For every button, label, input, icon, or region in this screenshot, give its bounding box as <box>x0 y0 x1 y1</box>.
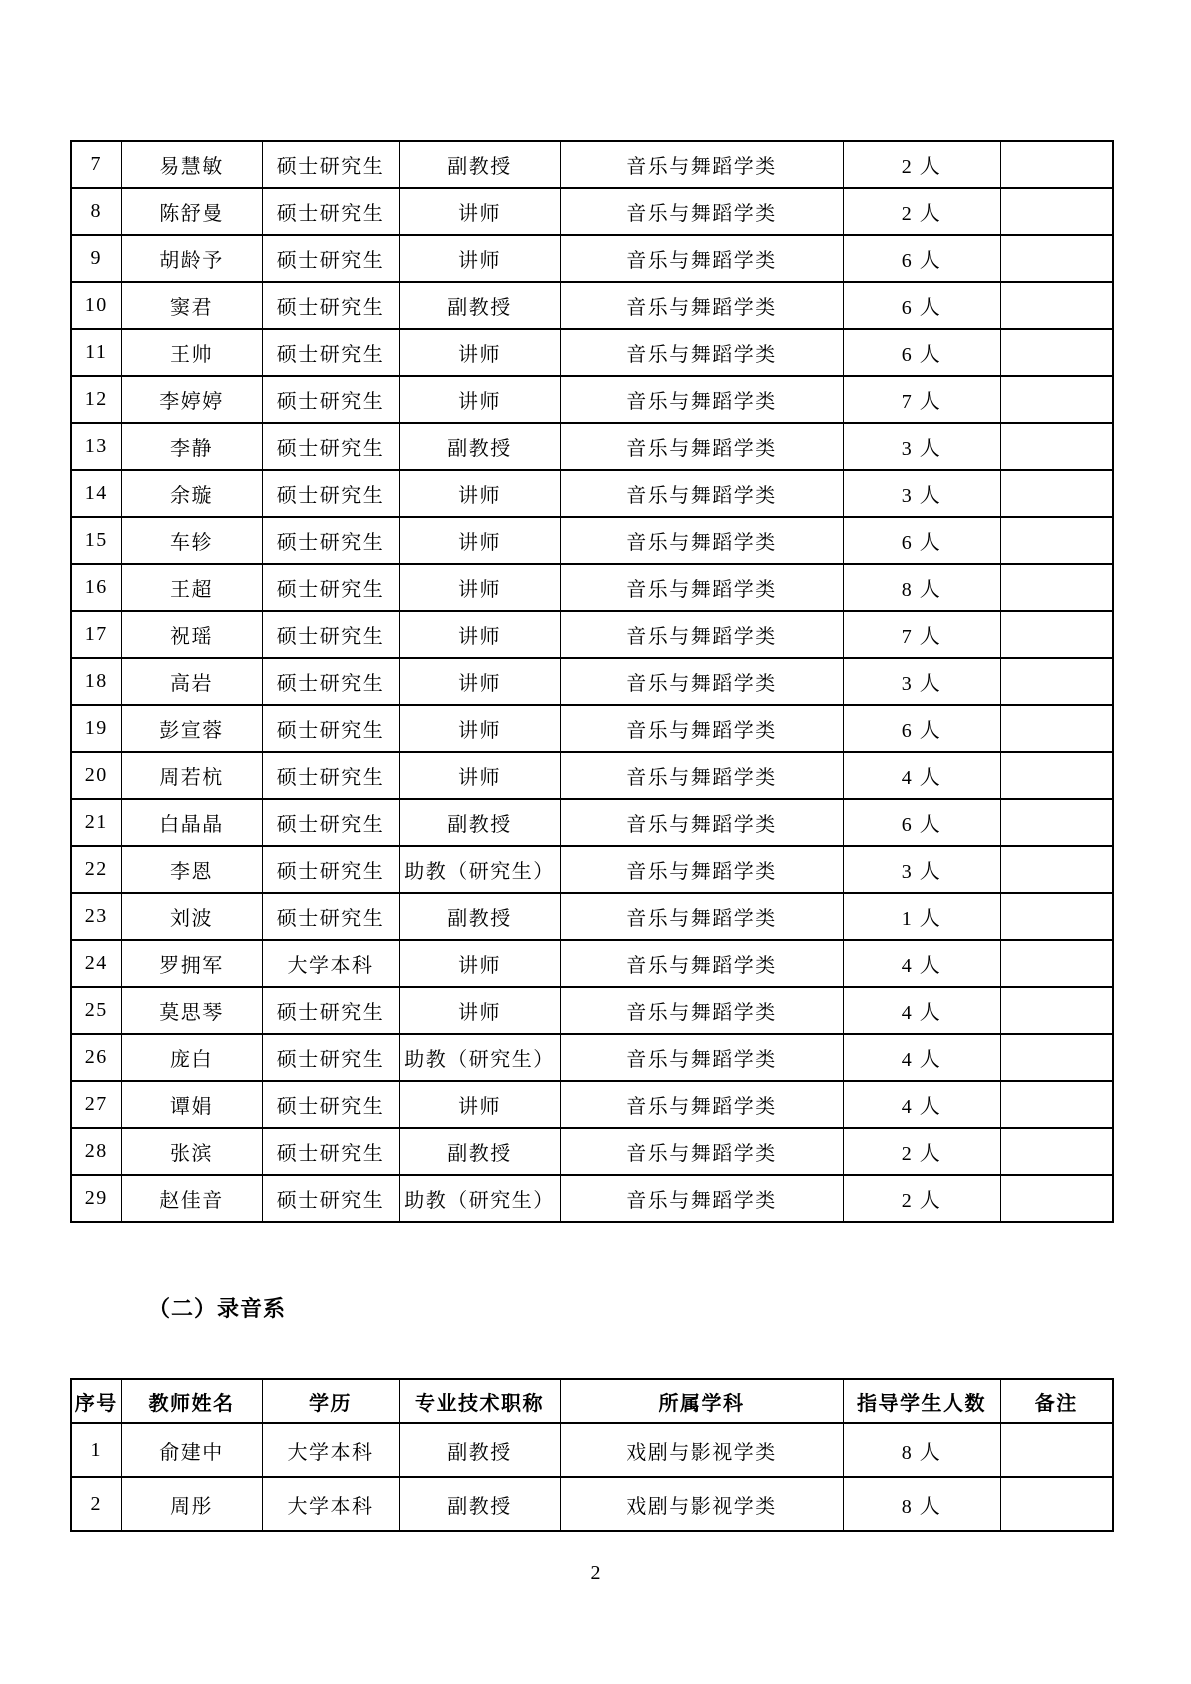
cell-name: 王超 <box>121 564 262 611</box>
cell-no: 23 <box>71 893 121 940</box>
cell-degree: 硕士研究生 <box>262 893 399 940</box>
table-row <box>71 423 1113 470</box>
cell-name: 莫思琴 <box>121 987 262 1034</box>
cell-students: 3 人 <box>843 846 1000 893</box>
cell-title: 讲师 <box>399 752 560 799</box>
cell-degree: 大学本科 <box>262 1477 399 1531</box>
cell-remark <box>1000 188 1113 235</box>
cell-name: 窦君 <box>121 282 262 329</box>
cell-discipline: 音乐与舞蹈学类 <box>560 423 843 470</box>
cell-title: 讲师 <box>399 564 560 611</box>
table-row <box>71 376 1113 423</box>
cell-discipline: 音乐与舞蹈学类 <box>560 282 843 329</box>
cell-discipline: 音乐与舞蹈学类 <box>560 705 843 752</box>
table-row <box>71 987 1113 1034</box>
cell-title: 讲师 <box>399 705 560 752</box>
cell-degree: 大学本科 <box>262 1423 399 1477</box>
cell-remark <box>1000 1423 1113 1477</box>
cell-degree: 硕士研究生 <box>262 987 399 1034</box>
cell-students: 4 人 <box>843 940 1000 987</box>
table-row <box>71 1477 1113 1531</box>
cell-title: 副教授 <box>399 423 560 470</box>
cell-discipline: 音乐与舞蹈学类 <box>560 940 843 987</box>
cell-remark <box>1000 1128 1113 1175</box>
cell-students: 3 人 <box>843 423 1000 470</box>
table-row <box>71 1034 1113 1081</box>
cell-name: 赵佳音 <box>121 1175 262 1222</box>
cell-discipline: 音乐与舞蹈学类 <box>560 470 843 517</box>
cell-title: 副教授 <box>399 1423 560 1477</box>
table-row <box>71 235 1113 282</box>
cell-title: 讲师 <box>399 987 560 1034</box>
cell-name: 俞建中 <box>121 1423 262 1477</box>
table-row <box>71 470 1113 517</box>
cell-discipline: 音乐与舞蹈学类 <box>560 1128 843 1175</box>
cell-remark <box>1000 658 1113 705</box>
cell-title: 讲师 <box>399 611 560 658</box>
cell-degree: 硕士研究生 <box>262 329 399 376</box>
cell-no: 13 <box>71 423 121 470</box>
cell-remark <box>1000 987 1113 1034</box>
cell-students: 7 人 <box>843 376 1000 423</box>
cell-discipline: 音乐与舞蹈学类 <box>560 517 843 564</box>
cell-discipline: 音乐与舞蹈学类 <box>560 893 843 940</box>
cell-name: 刘波 <box>121 893 262 940</box>
cell-title: 副教授 <box>399 799 560 846</box>
cell-title: 讲师 <box>399 329 560 376</box>
cell-no: 10 <box>71 282 121 329</box>
cell-degree: 硕士研究生 <box>262 1128 399 1175</box>
cell-degree: 硕士研究生 <box>262 611 399 658</box>
cell-name: 白晶晶 <box>121 799 262 846</box>
header-cell-name: 教师姓名 <box>121 1379 262 1423</box>
cell-name: 罗拥军 <box>121 940 262 987</box>
header-cell-students: 指导学生人数 <box>843 1379 1000 1423</box>
cell-no: 11 <box>71 329 121 376</box>
table-row <box>71 282 1113 329</box>
cell-students: 7 人 <box>843 611 1000 658</box>
cell-discipline: 音乐与舞蹈学类 <box>560 752 843 799</box>
cell-degree: 硕士研究生 <box>262 282 399 329</box>
cell-name: 余璇 <box>121 470 262 517</box>
cell-title: 讲师 <box>399 1081 560 1128</box>
cell-students: 8 人 <box>843 1423 1000 1477</box>
cell-title: 助教（研究生） <box>399 846 560 893</box>
cell-title: 副教授 <box>399 282 560 329</box>
header-cell-no: 序号 <box>71 1379 121 1423</box>
cell-name: 陈舒曼 <box>121 188 262 235</box>
cell-title: 讲师 <box>399 940 560 987</box>
cell-no: 22 <box>71 846 121 893</box>
cell-remark <box>1000 517 1113 564</box>
cell-remark <box>1000 564 1113 611</box>
cell-no: 7 <box>71 141 121 188</box>
cell-students: 4 人 <box>843 1081 1000 1128</box>
cell-degree: 硕士研究生 <box>262 423 399 470</box>
cell-name: 胡龄予 <box>121 235 262 282</box>
cell-name: 王帅 <box>121 329 262 376</box>
cell-remark <box>1000 423 1113 470</box>
cell-students: 2 人 <box>843 1175 1000 1222</box>
cell-remark <box>1000 470 1113 517</box>
cell-degree: 硕士研究生 <box>262 705 399 752</box>
cell-students: 2 人 <box>843 188 1000 235</box>
cell-discipline: 戏剧与影视学类 <box>560 1423 843 1477</box>
cell-name: 祝瑶 <box>121 611 262 658</box>
cell-title: 讲师 <box>399 188 560 235</box>
cell-title: 讲师 <box>399 470 560 517</box>
cell-degree: 硕士研究生 <box>262 188 399 235</box>
cell-degree: 大学本科 <box>262 940 399 987</box>
cell-discipline: 音乐与舞蹈学类 <box>560 987 843 1034</box>
cell-remark <box>1000 376 1113 423</box>
cell-title: 副教授 <box>399 1477 560 1531</box>
header-cell-remark: 备注 <box>1000 1379 1113 1423</box>
cell-no: 1 <box>71 1423 121 1477</box>
table-row <box>71 799 1113 846</box>
cell-no: 16 <box>71 564 121 611</box>
cell-no: 17 <box>71 611 121 658</box>
cell-no: 15 <box>71 517 121 564</box>
cell-discipline: 音乐与舞蹈学类 <box>560 611 843 658</box>
cell-remark <box>1000 940 1113 987</box>
cell-title: 讲师 <box>399 517 560 564</box>
header-cell-degree: 学历 <box>262 1379 399 1423</box>
cell-remark <box>1000 282 1113 329</box>
table-row <box>71 1423 1113 1477</box>
table-row <box>71 1175 1113 1222</box>
cell-no: 9 <box>71 235 121 282</box>
cell-discipline: 音乐与舞蹈学类 <box>560 235 843 282</box>
cell-name: 谭娟 <box>121 1081 262 1128</box>
cell-no: 28 <box>71 1128 121 1175</box>
recording-dept-teacher-table <box>70 1378 1114 1532</box>
cell-remark <box>1000 1477 1113 1531</box>
cell-degree: 硕士研究生 <box>262 376 399 423</box>
cell-remark <box>1000 1034 1113 1081</box>
table-row <box>71 705 1113 752</box>
cell-name: 周若杭 <box>121 752 262 799</box>
cell-students: 6 人 <box>843 282 1000 329</box>
cell-remark <box>1000 846 1113 893</box>
recording-dept-teacher-table-body <box>71 1423 1113 1531</box>
cell-students: 6 人 <box>843 705 1000 752</box>
section-heading-recording-dept: （二）录音系 <box>148 1296 287 1321</box>
cell-students: 6 人 <box>843 799 1000 846</box>
cell-discipline: 音乐与舞蹈学类 <box>560 1081 843 1128</box>
cell-degree: 硕士研究生 <box>262 1081 399 1128</box>
cell-degree: 硕士研究生 <box>262 141 399 188</box>
cell-degree: 硕士研究生 <box>262 658 399 705</box>
cell-degree: 硕士研究生 <box>262 517 399 564</box>
table-row <box>71 658 1113 705</box>
cell-discipline: 音乐与舞蹈学类 <box>560 799 843 846</box>
cell-no: 21 <box>71 799 121 846</box>
cell-title: 助教（研究生） <box>399 1175 560 1222</box>
cell-name: 彭宣蓉 <box>121 705 262 752</box>
cell-remark <box>1000 893 1113 940</box>
cell-name: 李恩 <box>121 846 262 893</box>
header-cell-title: 专业技术职称 <box>399 1379 560 1423</box>
cell-degree: 硕士研究生 <box>262 470 399 517</box>
cell-students: 6 人 <box>843 235 1000 282</box>
header-cell-discipline: 所属学科 <box>560 1379 843 1423</box>
cell-title: 副教授 <box>399 141 560 188</box>
cell-students: 3 人 <box>843 658 1000 705</box>
cell-remark <box>1000 705 1113 752</box>
cell-name: 庞白 <box>121 1034 262 1081</box>
cell-title: 讲师 <box>399 658 560 705</box>
cell-name: 车轸 <box>121 517 262 564</box>
cell-title: 助教（研究生） <box>399 1034 560 1081</box>
cell-discipline: 音乐与舞蹈学类 <box>560 188 843 235</box>
cell-degree: 硕士研究生 <box>262 752 399 799</box>
cell-discipline: 音乐与舞蹈学类 <box>560 1034 843 1081</box>
cell-name: 周彤 <box>121 1477 262 1531</box>
cell-students: 3 人 <box>843 470 1000 517</box>
table-row <box>71 329 1113 376</box>
cell-remark <box>1000 799 1113 846</box>
table-row <box>71 940 1113 987</box>
cell-degree: 硕士研究生 <box>262 1034 399 1081</box>
cell-students: 1 人 <box>843 893 1000 940</box>
cell-remark <box>1000 752 1113 799</box>
cell-discipline: 音乐与舞蹈学类 <box>560 376 843 423</box>
cell-no: 24 <box>71 940 121 987</box>
cell-students: 4 人 <box>843 987 1000 1034</box>
cell-remark <box>1000 329 1113 376</box>
cell-remark <box>1000 611 1113 658</box>
music-dance-teacher-table <box>70 140 1114 1223</box>
table-row <box>71 188 1113 235</box>
cell-no: 18 <box>71 658 121 705</box>
cell-remark <box>1000 1175 1113 1222</box>
cell-discipline: 音乐与舞蹈学类 <box>560 846 843 893</box>
cell-no: 26 <box>71 1034 121 1081</box>
page-number: 2 <box>590 1562 601 1584</box>
cell-title: 讲师 <box>399 376 560 423</box>
cell-discipline: 音乐与舞蹈学类 <box>560 329 843 376</box>
table-row <box>71 141 1113 188</box>
cell-name: 易慧敏 <box>121 141 262 188</box>
cell-discipline: 音乐与舞蹈学类 <box>560 658 843 705</box>
cell-no: 8 <box>71 188 121 235</box>
table-row <box>71 752 1113 799</box>
table-row <box>71 517 1113 564</box>
header-row <box>71 1379 1113 1423</box>
cell-title: 讲师 <box>399 235 560 282</box>
table-row <box>71 1081 1113 1128</box>
cell-title: 副教授 <box>399 1128 560 1175</box>
table-row <box>71 1128 1113 1175</box>
cell-students: 2 人 <box>843 1128 1000 1175</box>
cell-degree: 硕士研究生 <box>262 846 399 893</box>
table-row <box>71 564 1113 611</box>
cell-degree: 硕士研究生 <box>262 564 399 611</box>
cell-name: 李婷婷 <box>121 376 262 423</box>
cell-discipline: 音乐与舞蹈学类 <box>560 1175 843 1222</box>
cell-degree: 硕士研究生 <box>262 799 399 846</box>
cell-discipline: 戏剧与影视学类 <box>560 1477 843 1531</box>
cell-no: 2 <box>71 1477 121 1531</box>
cell-remark <box>1000 1081 1113 1128</box>
cell-title: 副教授 <box>399 893 560 940</box>
cell-no: 27 <box>71 1081 121 1128</box>
cell-students: 8 人 <box>843 564 1000 611</box>
cell-students: 8 人 <box>843 1477 1000 1531</box>
cell-no: 25 <box>71 987 121 1034</box>
cell-name: 高岩 <box>121 658 262 705</box>
cell-no: 20 <box>71 752 121 799</box>
cell-students: 6 人 <box>843 329 1000 376</box>
cell-name: 张滨 <box>121 1128 262 1175</box>
cell-remark <box>1000 235 1113 282</box>
table-row <box>71 893 1113 940</box>
cell-no: 29 <box>71 1175 121 1222</box>
cell-remark <box>1000 141 1113 188</box>
recording-dept-table-header <box>71 1379 1113 1423</box>
table-row <box>71 846 1113 893</box>
cell-discipline: 音乐与舞蹈学类 <box>560 141 843 188</box>
cell-no: 14 <box>71 470 121 517</box>
cell-name: 李静 <box>121 423 262 470</box>
cell-students: 2 人 <box>843 141 1000 188</box>
cell-students: 4 人 <box>843 1034 1000 1081</box>
cell-discipline: 音乐与舞蹈学类 <box>560 564 843 611</box>
cell-students: 6 人 <box>843 517 1000 564</box>
cell-degree: 硕士研究生 <box>262 235 399 282</box>
music-dance-teacher-table-body <box>71 141 1113 1222</box>
cell-degree: 硕士研究生 <box>262 1175 399 1222</box>
cell-no: 12 <box>71 376 121 423</box>
table-row <box>71 611 1113 658</box>
cell-students: 4 人 <box>843 752 1000 799</box>
cell-no: 19 <box>71 705 121 752</box>
